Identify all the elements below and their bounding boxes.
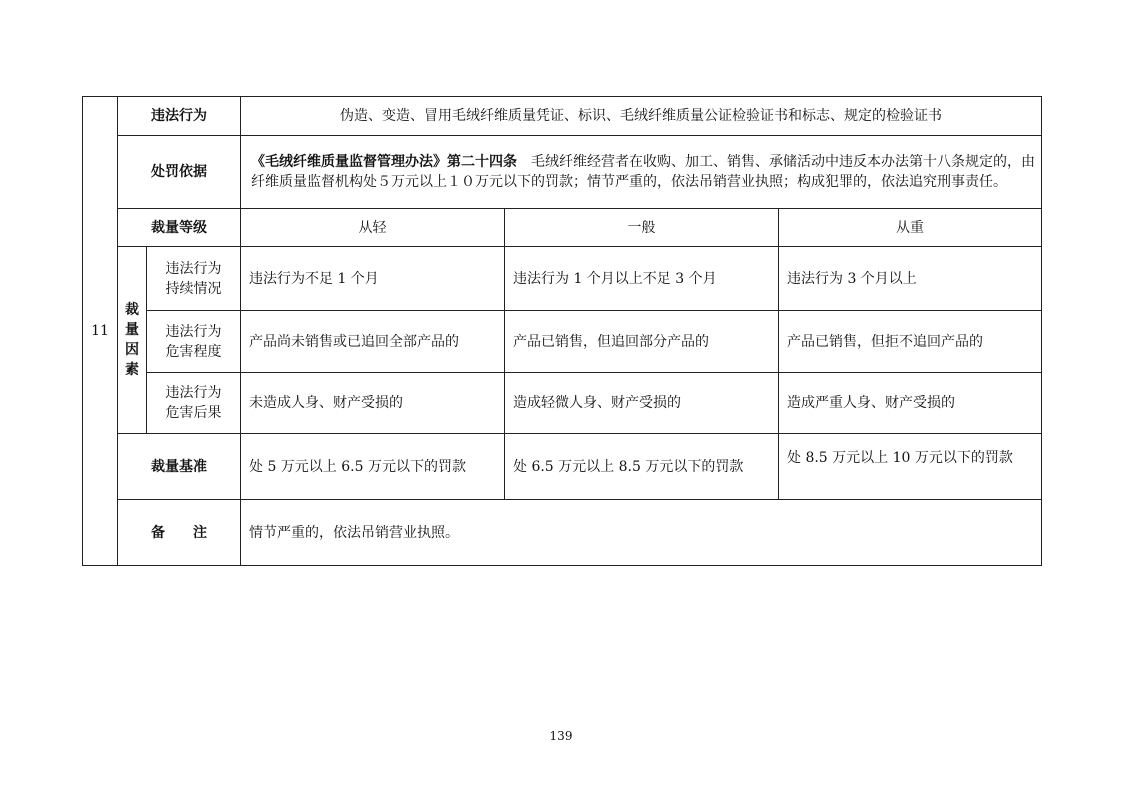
factor-heavy: 造成严重人身、财产受损的 [779,373,1042,434]
levels-label: 裁量等级 [118,209,241,247]
factor-normal: 违法行为 1 个月以上不足 3 个月 [505,247,779,311]
remark-value: 情节严重的，依法吊销营业执照。 [241,500,1042,566]
standard-light: 处 5 万元以上 6.5 万元以下的罚款 [241,434,505,500]
factor-light: 产品尚未销售或已追回全部产品的 [241,311,505,373]
factor-row-degree [83,311,1042,373]
violation-value: 伪造、变造、冒用毛绒纤维质量凭证、标识、毛绒纤维质量公证检验证书和标志、规定的检验证书 [241,97,1042,136]
basis-text: 毛绒纤维经营者在收购、加工、销售、承储活动中违反本办法第十八条规定的，由纤维质量监督机构处５万元以上１０万元以下的罚款；情节严重的，依法吊销营业执照；构成犯罪的，依法追究刑事责任。 [251,154,1035,190]
standard-normal: 处 6.5 万元以上 8.5 万元以下的罚款 [505,434,779,500]
level-heavy: 从重 [779,209,1042,247]
factors-group-label: 裁 量 因 素 [118,247,147,434]
basis-row [83,136,1042,209]
factor-normal: 造成轻微人身、财产受损的 [505,373,779,434]
violation-row [83,97,1042,136]
remark-row [83,500,1042,566]
remark-label: 备 注 [118,500,241,566]
level-normal: 一般 [505,209,779,247]
standard-label: 裁量基准 [118,434,241,500]
standard-row [83,434,1042,500]
factor-heavy: 产品已销售，但拒不追回产品的 [779,311,1042,373]
levels-row [83,209,1042,247]
basis-label: 处罚依据 [118,136,241,209]
factor-name: 违法行为 持续情况 [147,247,241,311]
basis-value [241,136,1042,209]
factor-heavy: 违法行为 3 个月以上 [779,247,1042,311]
factor-normal: 产品已销售，但追回部分产品的 [505,311,779,373]
factor-name: 违法行为 危害后果 [147,373,241,434]
factor-row-duration [83,247,1042,311]
level-light: 从轻 [241,209,505,247]
basis-law: 《毛绒纤维质量监督管理办法》第二十四条 [251,154,517,170]
factor-light: 未造成人身、财产受损的 [241,373,505,434]
item-number: 11 [83,97,118,566]
standard-heavy: 处 8.5 万元以上 10 万元以下的罚款 [779,434,1042,500]
factor-light: 违法行为不足 1 个月 [241,247,505,311]
page-number: 139 [549,729,573,743]
factor-row-consequence [83,373,1042,434]
violation-label: 违法行为 [118,97,241,136]
factor-name: 违法行为 危害程度 [147,311,241,373]
penalty-discretion-table [82,96,1042,566]
